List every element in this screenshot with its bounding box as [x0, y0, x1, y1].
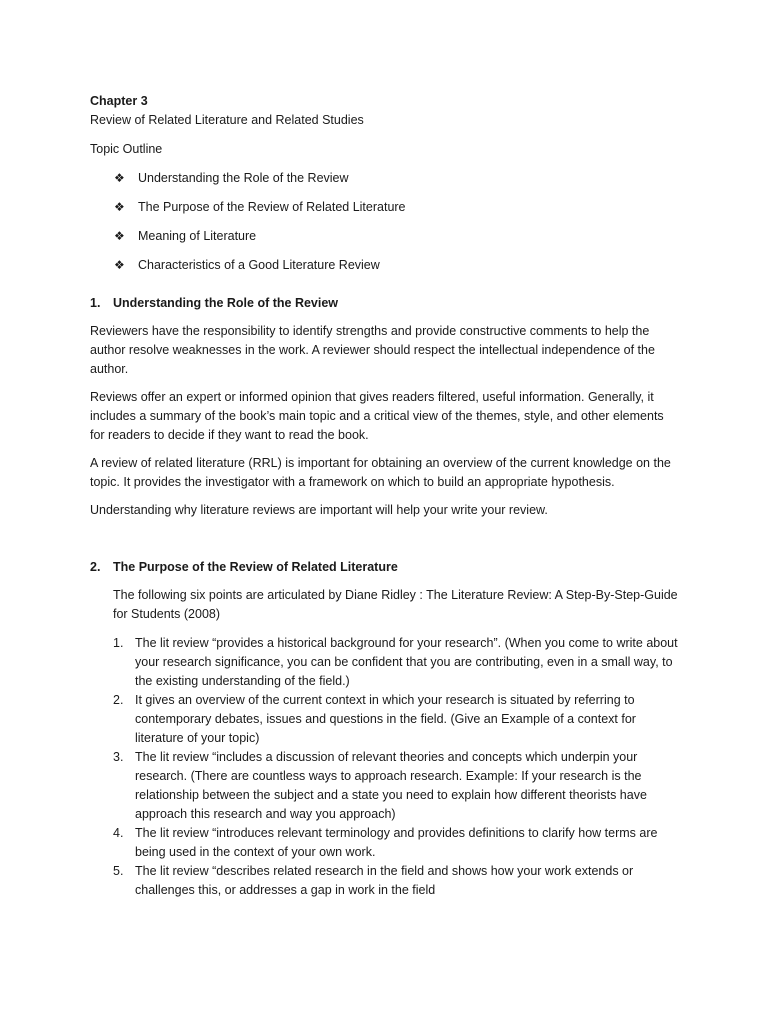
chapter-subtitle: Review of Related Literature and Related Studies [90, 113, 364, 127]
section-2-intro: The following six points are articulated by Diane Ridley : The Literature Review: A Step-By-Step-Guide for Students (2008) [113, 588, 678, 621]
list-item: 3. The lit review “includes a discussion of relevant theories and concepts which underpin your research. (There are countless ways to approach research. Example: If your research is the relationship between the subject and a state you need to explain how different theorists have approach this research and way you approach) [113, 750, 647, 821]
outline-item: ❖ Understanding the Role of the Review [90, 169, 680, 188]
section-1-paragraph: A review of related literature (RRL) is important for obtaining an overview of the current knowledge on the topic. It provides the investigator with a framework on which to build an appropriate hypothesis. [90, 456, 671, 489]
chapter-label: Chapter 3 [90, 94, 148, 108]
list-item: 5. The lit review “describes related research in the field and shows how your work extends or challenges this, or addresses a gap in work in the field [113, 864, 634, 897]
list-item: 2. It gives an overview of the current context in which your research is situated by referring to contemporary debates, issues and questions in the field. (Give an Example of a context for literature of your topic) [113, 693, 636, 745]
diamond-bullet-icon: ❖ [114, 171, 125, 185]
outline-item: ❖ The Purpose of the Review of Related Literature [90, 198, 680, 217]
section-1-heading: 1. Understanding the Role of the Review [90, 296, 339, 310]
outline-item: ❖ Meaning of Literature [90, 227, 680, 246]
section-1-paragraph: Reviewers have the responsibility to identify strengths and provide constructive comments to help the author resolve weaknesses in the work. A reviewer should respect the intellectual independence of the author. [90, 324, 655, 376]
topic-outline-list [90, 169, 680, 275]
list-item: 1. The lit review “provides a historical background for your research”. (When you come to write about your research significance, you can be confident that you are contributing, even in a small way, to the existing understanding of the field.) [113, 636, 678, 688]
section-2-heading: 2. The Purpose of the Review of Related Literature [90, 560, 398, 574]
document-content [90, 92, 680, 900]
section-1-paragraph: Reviews offer an expert or informed opinion that gives readers filtered, useful information. Generally, it includes a summary of the book’s main topic and a critical view of the themes, style, and other elements for readers to decide if they want to read the book. [90, 390, 664, 442]
section-1-paragraph: Understanding why literature reviews are important will help your write your review. [90, 503, 548, 517]
outline-item: ❖ Characteristics of a Good Literature Review [90, 256, 680, 275]
diamond-bullet-icon: ❖ [114, 200, 125, 214]
purpose-list [90, 634, 680, 900]
diamond-bullet-icon: ❖ [114, 258, 125, 272]
topic-outline-label: Topic Outline [90, 142, 163, 156]
list-item: 4. The lit review “introduces relevant terminology and provides definitions to clarify how terms are being used in the context of your own work. [113, 826, 658, 859]
diamond-bullet-icon: ❖ [114, 229, 125, 243]
